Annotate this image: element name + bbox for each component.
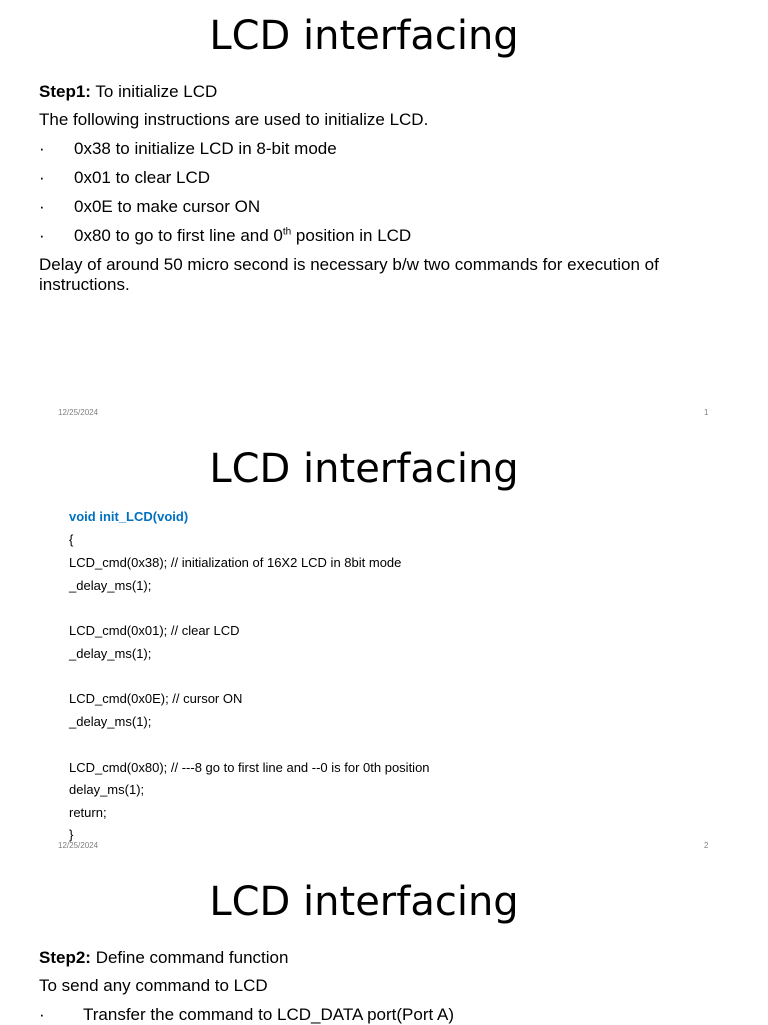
intro-text: The following instructions are used to initialize LCD. — [39, 110, 429, 129]
code-line: _delay_ms(1); — [69, 714, 152, 729]
step-label: Step1: — [39, 82, 91, 101]
slide-title: LCD interfacing — [209, 879, 519, 925]
code-line: _delay_ms(1); — [69, 646, 152, 661]
code-line: delay_ms(1); — [69, 782, 145, 797]
slide-title: LCD interfacing — [209, 446, 519, 492]
bullet-dot: · — [39, 197, 45, 216]
bullet-text — [74, 226, 411, 246]
bullet-text-post: position in LCD — [291, 226, 412, 245]
bullet-text: 0x0E to make cursor ON — [74, 197, 261, 216]
code-line: void init_LCD(void) — [69, 509, 189, 524]
slide-1 — [0, 0, 768, 433]
step-line — [39, 948, 288, 968]
code-line: { — [69, 532, 74, 547]
bullet-text-sup: th — [282, 226, 292, 238]
bullet-text-pre: 0x80 to go to first line and 0 — [74, 226, 283, 245]
slide-title: LCD interfacing — [209, 13, 519, 59]
footer-date: 12/25/2024 — [58, 408, 99, 417]
bullet-dot: · — [39, 139, 45, 158]
slide-2 — [0, 433, 768, 866]
bullet-dot: · — [39, 1005, 45, 1024]
step-text: To initialize LCD — [90, 82, 218, 101]
step-label: Step2: — [39, 948, 91, 967]
bullet-dot: · — [39, 226, 45, 245]
bullet-dot: · — [39, 168, 45, 187]
step-text: Define command function — [90, 948, 289, 967]
bullet-text: 0x01 to clear LCD — [74, 168, 211, 187]
bullet-text: Transfer the command to LCD_DATA port(Port A) — [83, 1005, 454, 1024]
page-number: 1 — [704, 408, 709, 417]
code-line: LCD_cmd(0x38); // initialization of 16X2 LCD in 8bit mode — [69, 555, 402, 570]
code-line: LCD_cmd(0x01); // clear LCD — [69, 623, 240, 638]
code-line: return; — [69, 805, 107, 820]
page-number: 2 — [704, 841, 709, 850]
bullet-text: 0x38 to initialize LCD in 8-bit mode — [74, 139, 337, 158]
slide-3 — [0, 866, 768, 1024]
code-line: LCD_cmd(0x80); // ---8 go to first line and --0 is for 0th position — [69, 760, 430, 775]
footer-date: 12/25/2024 — [58, 841, 99, 850]
intro-text: To send any command to LCD — [39, 976, 268, 995]
code-line: _delay_ms(1); — [69, 578, 152, 593]
code-line: LCD_cmd(0x0E); // cursor ON — [69, 691, 243, 706]
code-line: } — [69, 827, 74, 842]
delay-note: Delay of around 50 micro second is necessary b/w two commands for execution of instructions. — [39, 255, 659, 294]
step-line — [39, 82, 217, 102]
